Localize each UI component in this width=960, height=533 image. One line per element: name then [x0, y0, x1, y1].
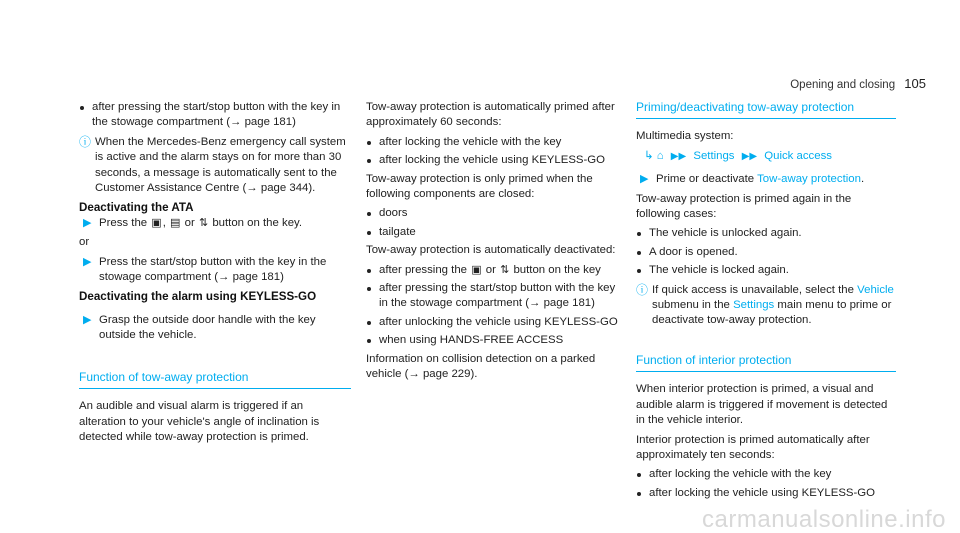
paragraph: When interior protection is primed, a visual and audible alarm is triggered if movement is detected in the vehicle interior. [636, 383, 888, 427]
step-arrow-icon: ▶ [83, 255, 92, 268]
link-vehicle: Vehicle [857, 283, 894, 296]
trunk-key-icon: ⇅ [500, 262, 510, 276]
paragraph-function: An audible and visual alarm is triggered if an alteration to your vehicle's angle of inclination is detected while tow-away protection is primed. [79, 400, 320, 443]
menu-separator-icon: ▶▶ [670, 150, 687, 162]
menu-settings: Settings [693, 149, 735, 162]
lock-key-icon: ▣ [151, 215, 162, 229]
step-arrow-icon: ▶ [640, 173, 649, 186]
list-item: after locking the vehicle with the key [636, 467, 896, 482]
list-item: The vehicle is unlocked again. [636, 226, 896, 241]
info-icon: ⓘ [79, 134, 92, 149]
list-item: after pressing the start/stop button with the key in the stowage compartment (→ page 181) [366, 281, 621, 312]
heading-function-tow-away: Function of tow-away protection [79, 370, 351, 389]
step-press-button: ▶ Press the ▣, ▤ or ⇅ button on the key. [79, 216, 351, 231]
list-item: when using HANDS-FREE ACCESS [366, 333, 621, 348]
multimedia-label: Multimedia system: [636, 130, 734, 143]
watermark: carmanualsonline.info [702, 505, 946, 533]
or-text: or [79, 236, 90, 249]
paragraph: Interior protection is primed automatically after approximately ten seconds: [636, 433, 870, 461]
list-item: after locking the vehicle with the key [366, 135, 621, 150]
list-item: after locking the vehicle using KEYLESS-GO [366, 153, 621, 168]
list-item: doors [366, 206, 621, 221]
link-settings: Settings [733, 299, 775, 312]
section-title: Opening and closing [790, 79, 896, 91]
step-arrow-icon: ▶ [83, 313, 92, 326]
list-item: after pressing the ▣ or ⇅ button on the key [366, 263, 621, 278]
page-header [790, 76, 926, 93]
heading-priming: Priming/deactivating tow-away protection [636, 100, 896, 119]
heading-deactivating-ata: Deactivating the ATA [79, 201, 194, 215]
lock-key-icon: ▣ [471, 262, 482, 276]
paragraph: Tow-away protection is primed again in the following cases: [636, 192, 852, 221]
page-number: 105 [904, 76, 926, 91]
step-prime-deactivate: ▶ Prime or deactivate Tow-away protection. [636, 172, 896, 187]
column-middle [366, 100, 621, 387]
list-item: after unlocking the vehicle using KEYLESS-GO [366, 315, 621, 330]
paragraph: Tow-away protection is only primed when the following components are closed: [366, 172, 593, 201]
paragraph: Information on collision detection on a parked vehicle (→ page 229). [366, 352, 596, 381]
menu-quick-access: Quick access [764, 149, 832, 162]
list-item: tailgate [366, 225, 621, 240]
step-arrow-icon: ▶ [83, 216, 92, 229]
list-item: A door is opened. [636, 245, 896, 260]
menu-start-icon: ↳ [644, 149, 654, 162]
column-left [79, 100, 351, 449]
info-note: ⓘ When the Mercedes-Benz emergency call system is active and the alarm stays on for more than 30 seconds, a message is automatically sent to the Customer Assistance Centre (→ page 344). [79, 134, 346, 195]
step-grasp-handle: ▶ Grasp the outside door handle with the key outside the vehicle. [83, 313, 316, 342]
home-icon: ⌂ [656, 149, 664, 162]
heading-interior: Function of interior protection [636, 353, 896, 372]
list-item: The vehicle is locked again. [636, 263, 896, 278]
menu-separator-icon: ▶▶ [741, 150, 758, 162]
unlock-key-icon: ▤ [170, 215, 181, 229]
info-icon: ⓘ [636, 282, 649, 297]
link-tow-away-protection: Tow-away protection [757, 173, 861, 186]
heading-deactivating-keyless: Deactivating the alarm using KEYLESS-GO [79, 290, 317, 304]
info-note: ⓘ If quick access is unavailable, select the Vehicle submenu in the Settings main menu to prime or deactivate tow-away protection. [636, 282, 894, 327]
paragraph: Tow-away protection is automatically deactivated: [366, 244, 616, 257]
list-item: after locking the vehicle using KEYLESS-GO [636, 486, 896, 501]
menu-path [644, 149, 896, 164]
step-start-stop: ▶ Press the start/stop button with the key in the stowage compartment (→ page 181) [83, 255, 327, 284]
list-item: after pressing the start/stop button with the key in the stowage compartment (→ page 181) [79, 100, 351, 131]
column-right [636, 100, 896, 504]
trunk-key-icon: ⇅ [198, 215, 209, 229]
paragraph: Tow-away protection is automatically primed after approximately 60 seconds: [366, 101, 615, 129]
